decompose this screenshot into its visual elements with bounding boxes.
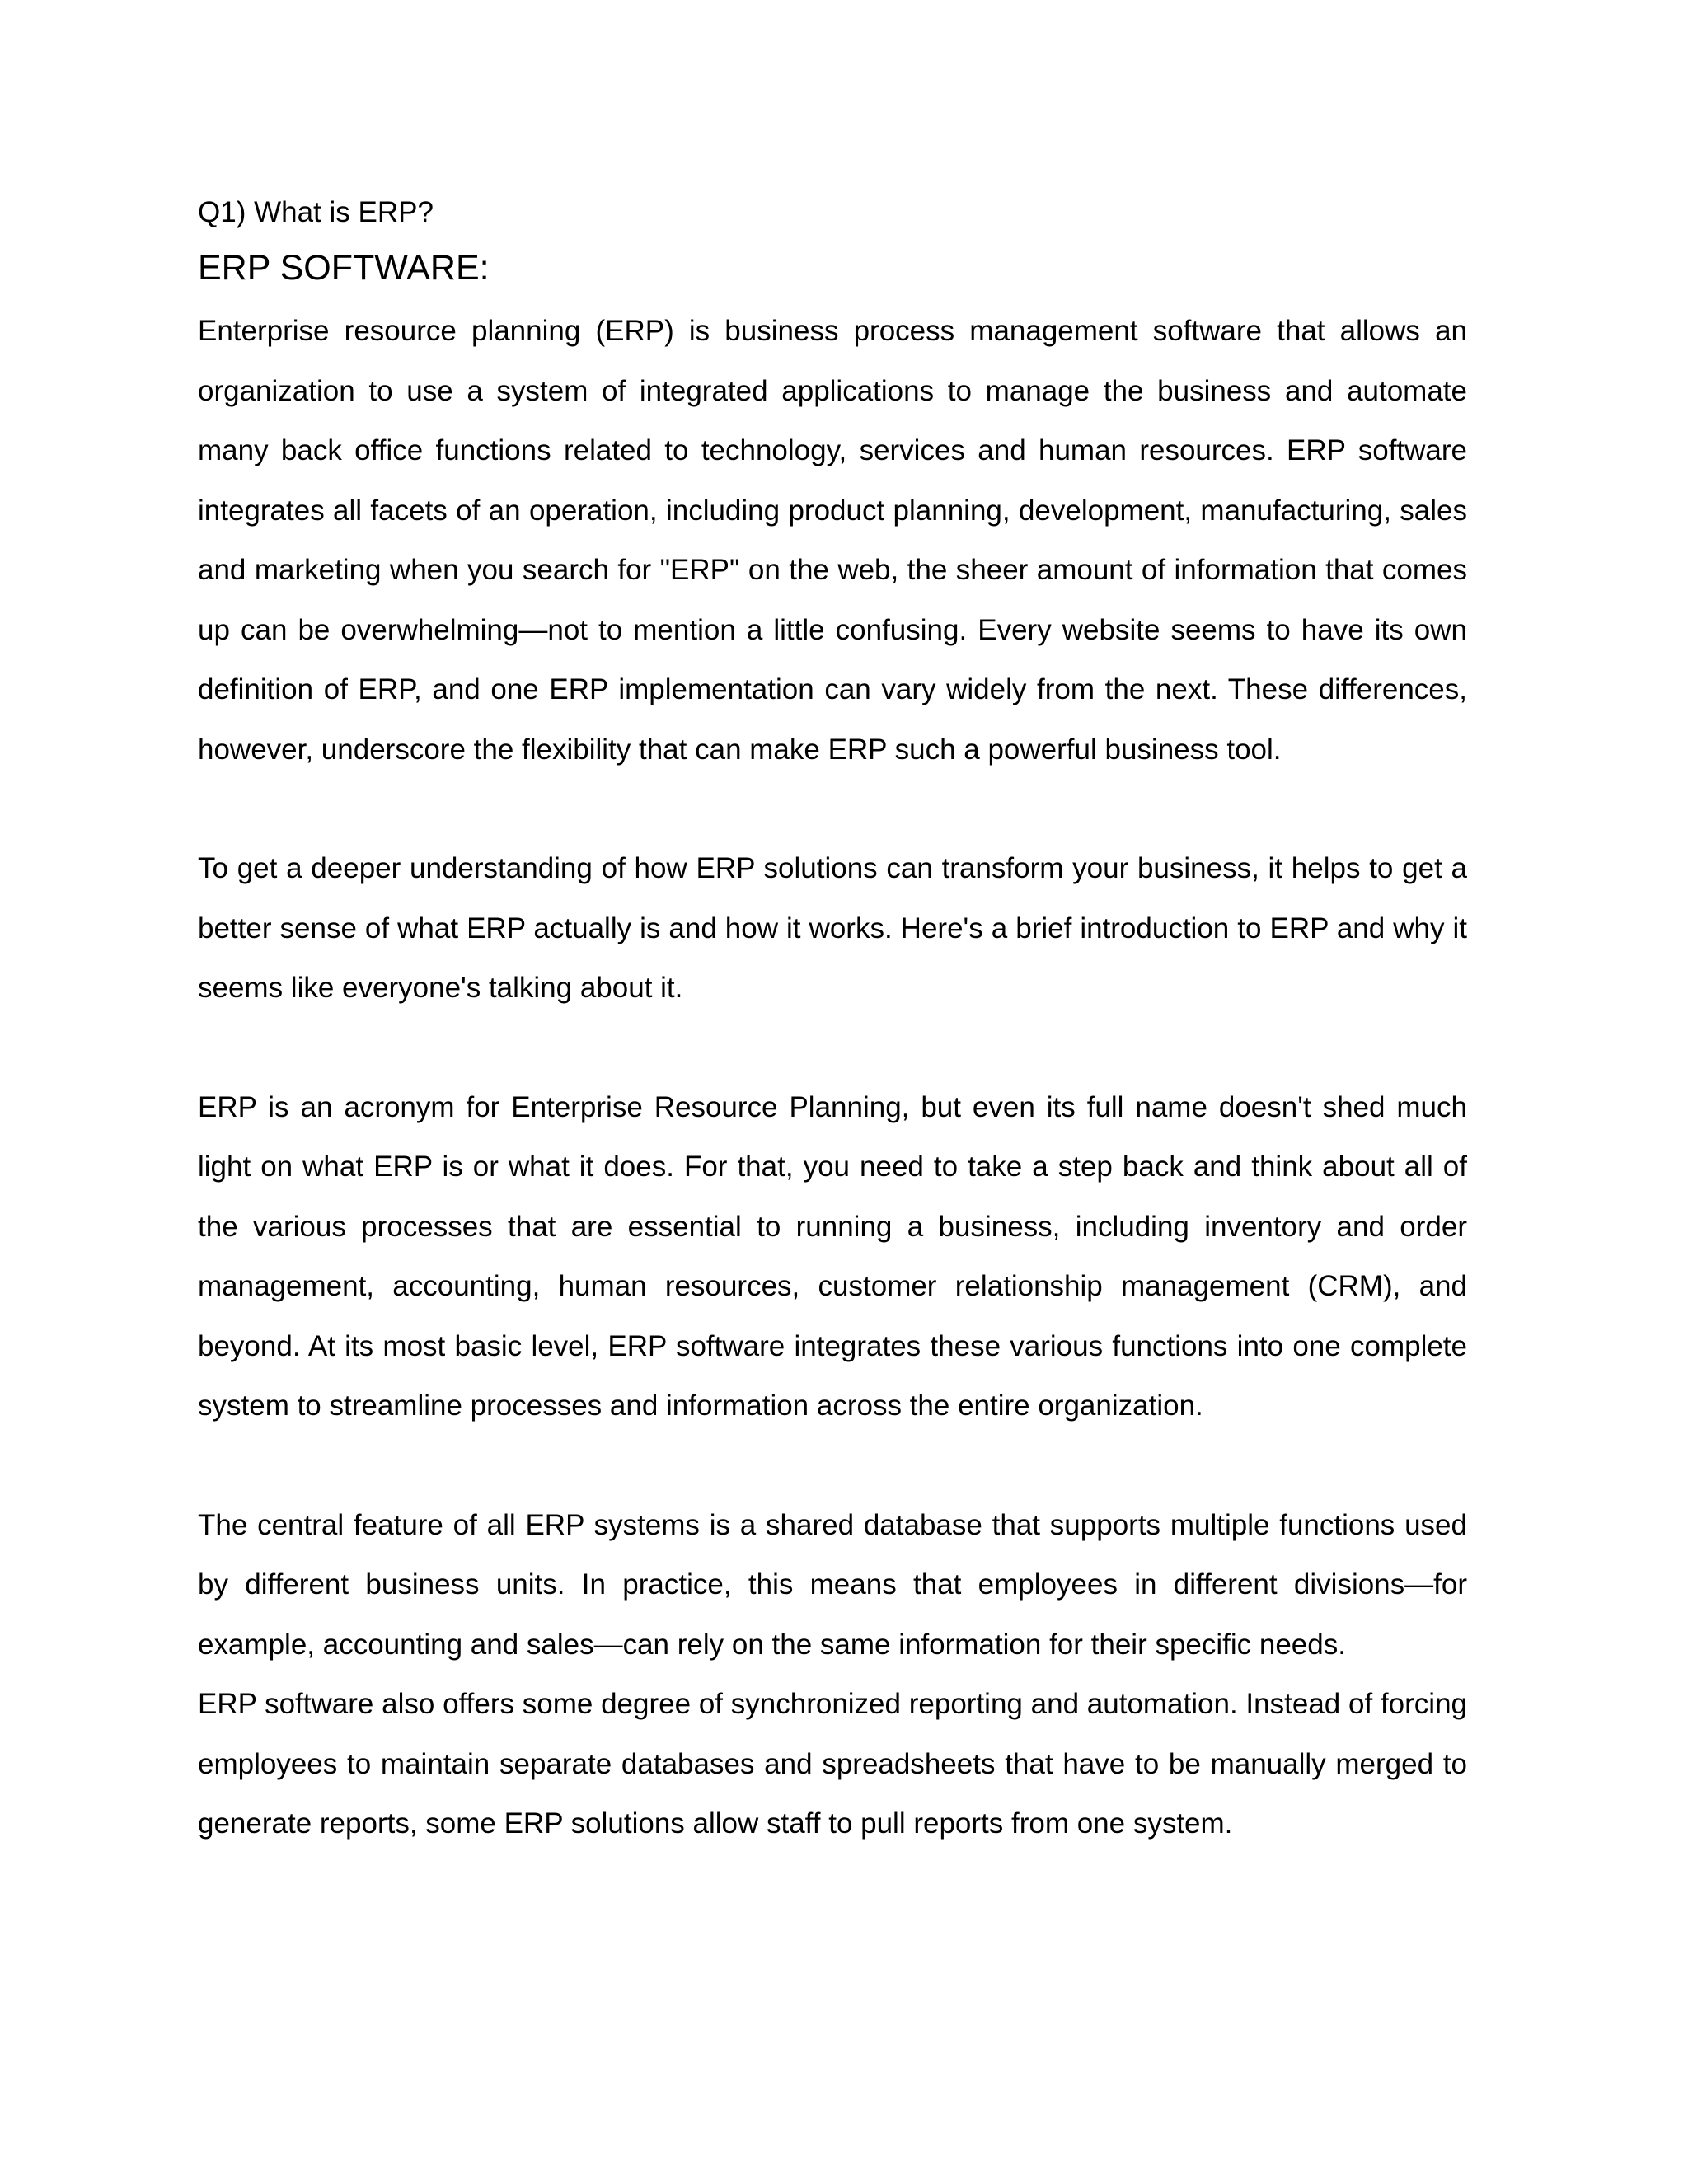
- paragraph-acronym: ERP is an acronym for Enterprise Resource Planning, but even its full name doesn't shed much light on what ERP is or what it does. For that, you need to take a step back and think about all of the various processes that are essential to running a business, including inventory and order management, accounting, human resources, customer relationship management (CRM), and beyond. At its most basic level, ERP software integrates these various functions into one complete system to streamline processes and information across the entire organization.: [198, 1090, 1467, 1422]
- paragraph-deeper-understanding: To get a deeper understanding of how ERP solutions can transform your business, it helps to get a better sense of what ERP actually is and how it works. Here's a brief introduction to ERP and why it seems like everyone's talking about it.: [198, 852, 1467, 1004]
- paragraph-spacer: [198, 1436, 1467, 1496]
- paragraph-shared-database: The central feature of all ERP systems is a shared database that supports multiple functions used by different business units. In practice, this means that employees in different divisions—for example, accounting and sales—can rely on the same information for their specific needs.: [198, 1508, 1467, 1661]
- paragraph-erp-definition: Enterprise resource planning (ERP) is business process management software that allows an organization to use a system of integrated applications to manage the business and automate many back office functions related to technology, services and human resources. ERP software integrates all facets of an operation, including product planning, development, manufacturing, sales and marketing when you search for "ERP" on the web, the sheer amount of information that comes up can be overwhelming—not to mention a little confusing. Every website seems to have its own definition of ERP, and one ERP implementation can vary widely from the next. These differences, however, underscore the flexibility that can make ERP such a powerful business tool.: [198, 315, 1467, 766]
- paragraph-spacer: [198, 780, 1467, 839]
- section-heading: ERP SOFTWARE:: [198, 248, 490, 288]
- paragraph-spacer: [198, 1019, 1467, 1078]
- question-title: Q1) What is ERP?: [198, 196, 434, 228]
- paragraph-reporting: ERP software also offers some degree of synchronized reporting and automation. Instead of forcing employees to maintain separate databases and spreadsheets that have to be manually merged to generate reports, some ERP solutions allow staff to pull reports from one system.: [198, 1688, 1467, 1840]
- document-page: [198, 194, 1467, 1854]
